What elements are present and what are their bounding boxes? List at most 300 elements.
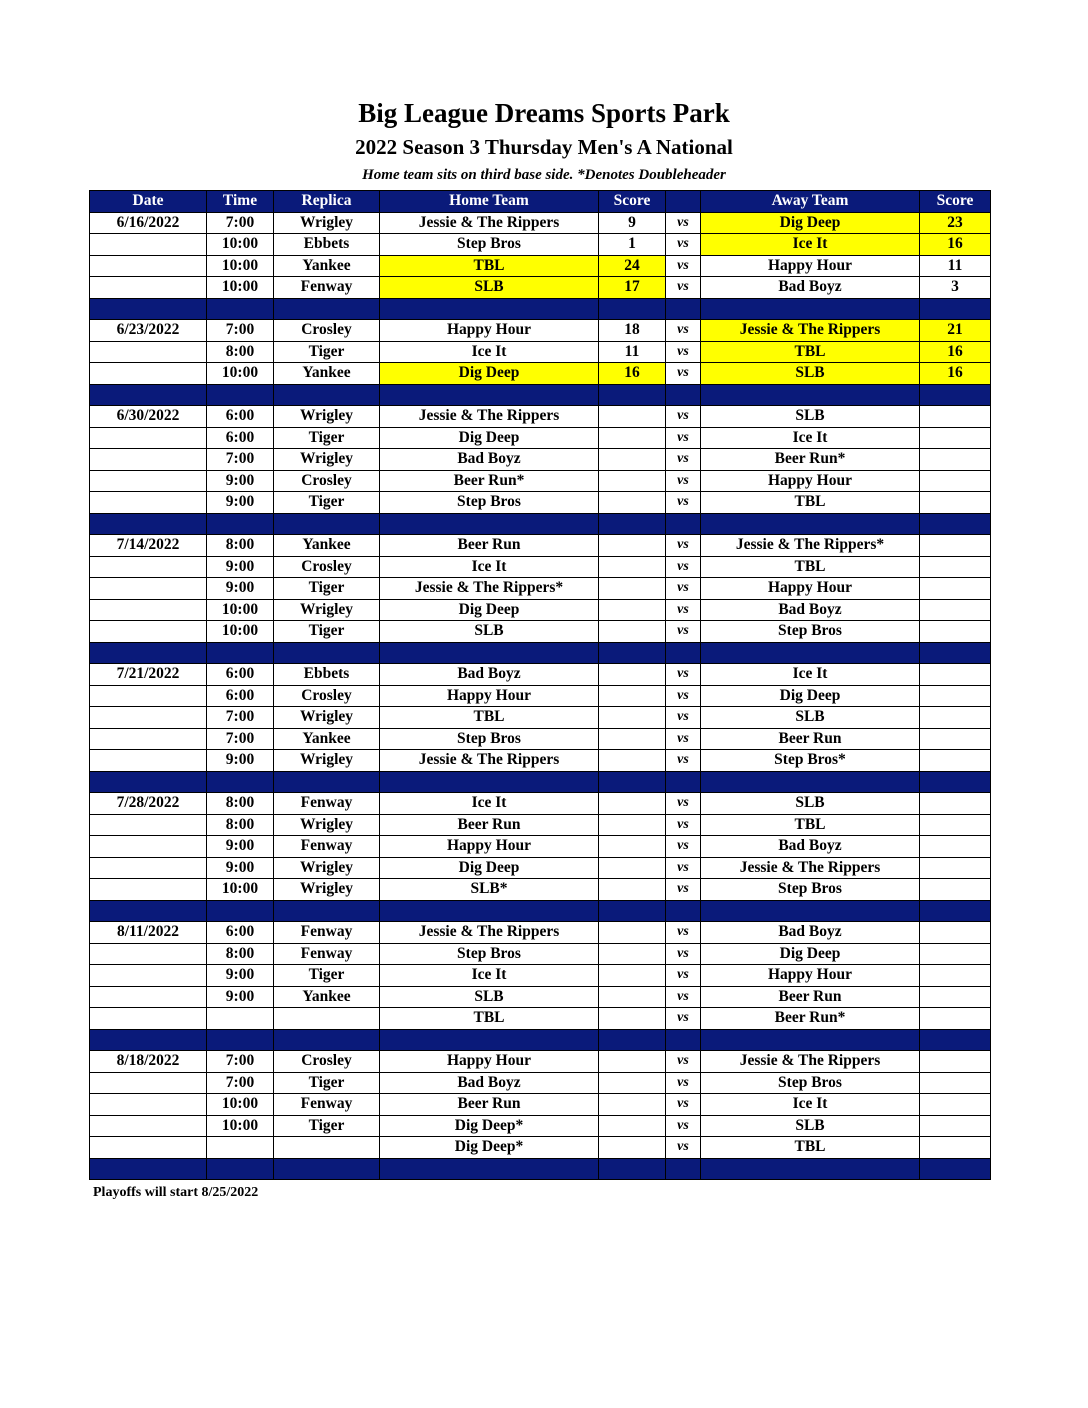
time-cell: 9:00	[207, 750, 274, 772]
date-cell	[90, 1008, 207, 1030]
replica-cell: Yankee	[274, 363, 380, 385]
away-score-cell	[920, 621, 991, 643]
away-score-cell: 21	[920, 320, 991, 342]
date-cell: 6/23/2022	[90, 320, 207, 342]
separator-cell	[274, 771, 380, 793]
replica-cell: Crosley	[274, 320, 380, 342]
home-score-cell	[599, 1115, 666, 1137]
away-score-cell	[920, 406, 991, 428]
away-score-cell: 3	[920, 277, 991, 299]
time-cell: 8:00	[207, 341, 274, 363]
date-cell	[90, 492, 207, 514]
away-team-cell: TBL	[701, 556, 920, 578]
time-cell: 7:00	[207, 1072, 274, 1094]
replica-cell	[274, 1137, 380, 1159]
home-score-cell	[599, 578, 666, 600]
date-cell: 8/18/2022	[90, 1051, 207, 1073]
table-row	[90, 922, 991, 944]
replica-cell: Fenway	[274, 1094, 380, 1116]
vs-cell: vs	[666, 621, 701, 643]
away-score-cell: 16	[920, 234, 991, 256]
home-team-cell: SLB	[380, 277, 599, 299]
date-cell	[90, 1137, 207, 1159]
vs-cell: vs	[666, 965, 701, 987]
separator-cell	[666, 771, 701, 793]
table-row	[90, 707, 991, 729]
away-team-cell: SLB	[701, 707, 920, 729]
away-score-cell	[920, 492, 991, 514]
home-team-cell: TBL	[380, 255, 599, 277]
schedule-table	[89, 190, 991, 1180]
away-score-cell	[920, 879, 991, 901]
away-score-cell	[920, 470, 991, 492]
home-score-cell	[599, 814, 666, 836]
date-cell	[90, 814, 207, 836]
date-cell	[90, 470, 207, 492]
separator-cell	[920, 771, 991, 793]
away-team-cell: Happy Hour	[701, 470, 920, 492]
date-cell	[90, 621, 207, 643]
separator-cell	[274, 298, 380, 320]
time-cell: 9:00	[207, 470, 274, 492]
week-separator-row	[90, 642, 991, 664]
away-score-cell	[920, 664, 991, 686]
page-subtitle: 2022 Season 3 Thursday Men's A National	[355, 135, 733, 159]
home-score-cell	[599, 707, 666, 729]
table-row	[90, 750, 991, 772]
separator-cell	[701, 384, 920, 406]
vs-cell: vs	[666, 234, 701, 256]
separator-cell	[599, 642, 666, 664]
away-team-cell: Step Bros	[701, 621, 920, 643]
week-separator-row	[90, 513, 991, 535]
time-cell: 10:00	[207, 879, 274, 901]
away-score-cell	[920, 1072, 991, 1094]
home-team-cell: Beer Run	[380, 814, 599, 836]
table-row	[90, 1008, 991, 1030]
home-team-cell: Ice It	[380, 793, 599, 815]
home-score-cell: 17	[599, 277, 666, 299]
away-team-cell: Ice It	[701, 1094, 920, 1116]
vs-cell: vs	[666, 535, 701, 557]
replica-cell: Wrigley	[274, 599, 380, 621]
replica-cell: Wrigley	[274, 406, 380, 428]
separator-cell	[599, 771, 666, 793]
time-cell: 9:00	[207, 857, 274, 879]
col-date-header: Date	[90, 191, 207, 213]
table-row	[90, 1115, 991, 1137]
time-cell: 10:00	[207, 599, 274, 621]
date-cell: 6/16/2022	[90, 212, 207, 234]
time-cell: 7:00	[207, 449, 274, 471]
home-team-cell: SLB	[380, 621, 599, 643]
away-team-cell: TBL	[701, 814, 920, 836]
home-team-cell: Ice It	[380, 965, 599, 987]
separator-cell	[701, 298, 920, 320]
replica-cell: Wrigley	[274, 879, 380, 901]
separator-cell	[380, 384, 599, 406]
separator-cell	[380, 771, 599, 793]
home-score-cell	[599, 986, 666, 1008]
table-row	[90, 728, 991, 750]
table-row	[90, 1094, 991, 1116]
home-score-cell	[599, 1008, 666, 1030]
time-cell	[207, 1137, 274, 1159]
time-cell: 8:00	[207, 793, 274, 815]
home-score-cell	[599, 857, 666, 879]
away-score-cell	[920, 535, 991, 557]
away-team-cell: Ice It	[701, 234, 920, 256]
replica-cell: Fenway	[274, 943, 380, 965]
home-team-cell: Happy Hour	[380, 836, 599, 858]
vs-cell: vs	[666, 707, 701, 729]
date-cell	[90, 578, 207, 600]
home-team-cell: SLB	[380, 986, 599, 1008]
home-team-cell: Jessie & The Rippers*	[380, 578, 599, 600]
home-team-cell: Step Bros	[380, 728, 599, 750]
home-score-cell	[599, 427, 666, 449]
separator-cell	[920, 1158, 991, 1180]
home-score-cell	[599, 1051, 666, 1073]
away-team-cell: SLB	[701, 363, 920, 385]
time-cell: 10:00	[207, 234, 274, 256]
home-team-cell: Ice It	[380, 341, 599, 363]
separator-cell	[666, 1029, 701, 1051]
separator-cell	[274, 900, 380, 922]
away-team-cell: Jessie & The Rippers	[701, 857, 920, 879]
away-score-cell	[920, 1094, 991, 1116]
separator-cell	[599, 298, 666, 320]
table-row	[90, 879, 991, 901]
table-row	[90, 857, 991, 879]
away-team-cell: Happy Hour	[701, 578, 920, 600]
separator-cell	[207, 1158, 274, 1180]
away-team-cell: Bad Boyz	[701, 599, 920, 621]
time-cell: 9:00	[207, 836, 274, 858]
date-cell	[90, 836, 207, 858]
replica-cell: Wrigley	[274, 212, 380, 234]
away-team-cell: Happy Hour	[701, 965, 920, 987]
time-cell: 9:00	[207, 492, 274, 514]
separator-cell	[274, 384, 380, 406]
away-score-cell	[920, 1115, 991, 1137]
away-score-cell	[920, 1051, 991, 1073]
time-cell: 10:00	[207, 1115, 274, 1137]
col-vs-header	[666, 191, 701, 213]
away-team-cell: Happy Hour	[701, 255, 920, 277]
home-team-cell: Beer Run	[380, 1094, 599, 1116]
separator-cell	[207, 1029, 274, 1051]
replica-cell: Fenway	[274, 793, 380, 815]
home-score-cell	[599, 599, 666, 621]
table-row	[90, 234, 991, 256]
home-team-cell: Bad Boyz	[380, 449, 599, 471]
table-row	[90, 599, 991, 621]
col-home-team-header: Home Team	[380, 191, 599, 213]
separator-cell	[274, 1158, 380, 1180]
home-team-cell: Step Bros	[380, 492, 599, 514]
replica-cell: Tiger	[274, 1115, 380, 1137]
separator-cell	[599, 513, 666, 535]
away-team-cell: Beer Run	[701, 986, 920, 1008]
vs-cell: vs	[666, 1008, 701, 1030]
week-separator-row	[90, 298, 991, 320]
date-cell	[90, 965, 207, 987]
separator-cell	[920, 900, 991, 922]
away-team-cell: Dig Deep	[701, 943, 920, 965]
separator-cell	[666, 900, 701, 922]
time-cell	[207, 1008, 274, 1030]
replica-cell: Tiger	[274, 341, 380, 363]
separator-cell	[920, 642, 991, 664]
time-cell: 10:00	[207, 277, 274, 299]
separator-cell	[90, 900, 207, 922]
separator-cell	[380, 642, 599, 664]
separator-cell	[920, 384, 991, 406]
separator-cell	[920, 1029, 991, 1051]
away-score-cell	[920, 728, 991, 750]
away-team-cell: Jessie & The Rippers*	[701, 535, 920, 557]
home-team-cell: Bad Boyz	[380, 664, 599, 686]
home-score-cell: 9	[599, 212, 666, 234]
away-score-cell: 11	[920, 255, 991, 277]
separator-cell	[274, 1029, 380, 1051]
vs-cell: vs	[666, 685, 701, 707]
vs-cell: vs	[666, 922, 701, 944]
home-team-cell: Dig Deep	[380, 363, 599, 385]
date-cell	[90, 427, 207, 449]
home-score-cell	[599, 556, 666, 578]
replica-cell: Tiger	[274, 492, 380, 514]
replica-cell: Tiger	[274, 621, 380, 643]
date-cell	[90, 707, 207, 729]
home-score-cell: 24	[599, 255, 666, 277]
home-score-cell	[599, 728, 666, 750]
replica-cell: Yankee	[274, 986, 380, 1008]
vs-cell: vs	[666, 492, 701, 514]
away-score-cell	[920, 793, 991, 815]
away-score-cell	[920, 1137, 991, 1159]
table-row	[90, 320, 991, 342]
vs-cell: vs	[666, 879, 701, 901]
vs-cell: vs	[666, 857, 701, 879]
vs-cell: vs	[666, 664, 701, 686]
week-separator-row	[90, 384, 991, 406]
home-score-cell	[599, 943, 666, 965]
away-score-cell	[920, 599, 991, 621]
home-score-cell	[599, 664, 666, 686]
table-row	[90, 965, 991, 987]
date-cell	[90, 277, 207, 299]
separator-cell	[666, 1158, 701, 1180]
away-team-cell: Step Bros	[701, 879, 920, 901]
table-row	[90, 836, 991, 858]
separator-cell	[666, 513, 701, 535]
vs-cell: vs	[666, 1051, 701, 1073]
separator-cell	[380, 1029, 599, 1051]
separator-cell	[90, 642, 207, 664]
table-row	[90, 556, 991, 578]
table-row	[90, 449, 991, 471]
separator-cell	[701, 1158, 920, 1180]
vs-cell: vs	[666, 320, 701, 342]
home-score-cell	[599, 922, 666, 944]
replica-cell: Crosley	[274, 470, 380, 492]
away-team-cell: SLB	[701, 406, 920, 428]
table-row	[90, 212, 991, 234]
date-cell	[90, 685, 207, 707]
table-row	[90, 406, 991, 428]
separator-cell	[380, 900, 599, 922]
footer-note: Playoffs will start 8/25/2022	[93, 1185, 259, 1200]
table-row	[90, 535, 991, 557]
date-cell	[90, 879, 207, 901]
separator-cell	[207, 771, 274, 793]
table-row	[90, 943, 991, 965]
table-row	[90, 986, 991, 1008]
home-team-cell: TBL	[380, 1008, 599, 1030]
vs-cell: vs	[666, 255, 701, 277]
replica-cell: Fenway	[274, 836, 380, 858]
page-title: Big League Dreams Sports Park	[358, 98, 730, 128]
away-score-cell	[920, 986, 991, 1008]
away-team-cell: Dig Deep	[701, 212, 920, 234]
time-cell: 6:00	[207, 685, 274, 707]
home-team-cell: Step Bros	[380, 943, 599, 965]
away-team-cell: Beer Run*	[701, 1008, 920, 1030]
separator-cell	[380, 1158, 599, 1180]
time-cell: 6:00	[207, 664, 274, 686]
home-score-cell	[599, 793, 666, 815]
table-row	[90, 621, 991, 643]
col-home-score-header: Score	[599, 191, 666, 213]
table-row	[90, 578, 991, 600]
away-score-cell	[920, 857, 991, 879]
home-team-cell: SLB*	[380, 879, 599, 901]
date-cell	[90, 1072, 207, 1094]
vs-cell: vs	[666, 728, 701, 750]
separator-cell	[274, 642, 380, 664]
col-time-header: Time	[207, 191, 274, 213]
home-team-cell: Ice It	[380, 556, 599, 578]
col-away-team-header: Away Team	[701, 191, 920, 213]
away-score-cell	[920, 449, 991, 471]
away-team-cell: Bad Boyz	[701, 836, 920, 858]
separator-cell	[90, 513, 207, 535]
col-away-score-header: Score	[920, 191, 991, 213]
away-score-cell	[920, 965, 991, 987]
separator-cell	[599, 900, 666, 922]
separator-cell	[380, 298, 599, 320]
replica-cell: Yankee	[274, 728, 380, 750]
home-score-cell	[599, 621, 666, 643]
replica-cell: Crosley	[274, 685, 380, 707]
separator-cell	[599, 384, 666, 406]
away-score-cell	[920, 943, 991, 965]
away-score-cell	[920, 836, 991, 858]
separator-cell	[274, 513, 380, 535]
table-row	[90, 664, 991, 686]
away-score-cell	[920, 556, 991, 578]
replica-cell: Wrigley	[274, 707, 380, 729]
vs-cell: vs	[666, 363, 701, 385]
time-cell: 9:00	[207, 965, 274, 987]
header-row	[90, 191, 991, 213]
vs-cell: vs	[666, 1137, 701, 1159]
separator-cell	[599, 1029, 666, 1051]
replica-cell: Yankee	[274, 255, 380, 277]
away-team-cell: Ice It	[701, 664, 920, 686]
replica-cell: Tiger	[274, 1072, 380, 1094]
away-team-cell: TBL	[701, 341, 920, 363]
vs-cell: vs	[666, 212, 701, 234]
replica-cell: Tiger	[274, 965, 380, 987]
table-row	[90, 1137, 991, 1159]
home-score-cell	[599, 836, 666, 858]
vs-cell: vs	[666, 1115, 701, 1137]
home-team-cell: Beer Run*	[380, 470, 599, 492]
time-cell: 10:00	[207, 255, 274, 277]
vs-cell: vs	[666, 341, 701, 363]
home-team-cell: Jessie & The Rippers	[380, 922, 599, 944]
separator-cell	[90, 1029, 207, 1051]
home-score-cell: 18	[599, 320, 666, 342]
separator-cell	[599, 1158, 666, 1180]
separator-cell	[207, 513, 274, 535]
away-team-cell: Dig Deep	[701, 685, 920, 707]
away-score-cell: 16	[920, 341, 991, 363]
separator-cell	[701, 1029, 920, 1051]
replica-cell: Ebbets	[274, 664, 380, 686]
replica-cell: Fenway	[274, 922, 380, 944]
separator-cell	[207, 298, 274, 320]
home-score-cell	[599, 470, 666, 492]
date-cell	[90, 857, 207, 879]
date-cell	[90, 943, 207, 965]
home-team-cell: Jessie & The Rippers	[380, 406, 599, 428]
home-team-cell: Dig Deep*	[380, 1137, 599, 1159]
away-team-cell: Jessie & The Rippers	[701, 1051, 920, 1073]
home-team-cell: Bad Boyz	[380, 1072, 599, 1094]
time-cell: 9:00	[207, 578, 274, 600]
home-score-cell	[599, 1137, 666, 1159]
separator-cell	[207, 642, 274, 664]
home-team-cell: Dig Deep	[380, 857, 599, 879]
home-score-cell: 16	[599, 363, 666, 385]
date-cell: 7/21/2022	[90, 664, 207, 686]
date-cell	[90, 728, 207, 750]
replica-cell: Crosley	[274, 1051, 380, 1073]
away-score-cell	[920, 578, 991, 600]
time-cell: 8:00	[207, 535, 274, 557]
home-team-cell: Dig Deep	[380, 599, 599, 621]
separator-cell	[701, 900, 920, 922]
away-team-cell: Bad Boyz	[701, 922, 920, 944]
date-cell: 7/14/2022	[90, 535, 207, 557]
table-row	[90, 793, 991, 815]
time-cell: 9:00	[207, 556, 274, 578]
time-cell: 7:00	[207, 728, 274, 750]
date-cell	[90, 1094, 207, 1116]
vs-cell: vs	[666, 277, 701, 299]
time-cell: 7:00	[207, 707, 274, 729]
table-row	[90, 427, 991, 449]
away-score-cell	[920, 922, 991, 944]
time-cell: 10:00	[207, 621, 274, 643]
replica-cell: Wrigley	[274, 857, 380, 879]
away-team-cell: SLB	[701, 1115, 920, 1137]
time-cell: 7:00	[207, 212, 274, 234]
